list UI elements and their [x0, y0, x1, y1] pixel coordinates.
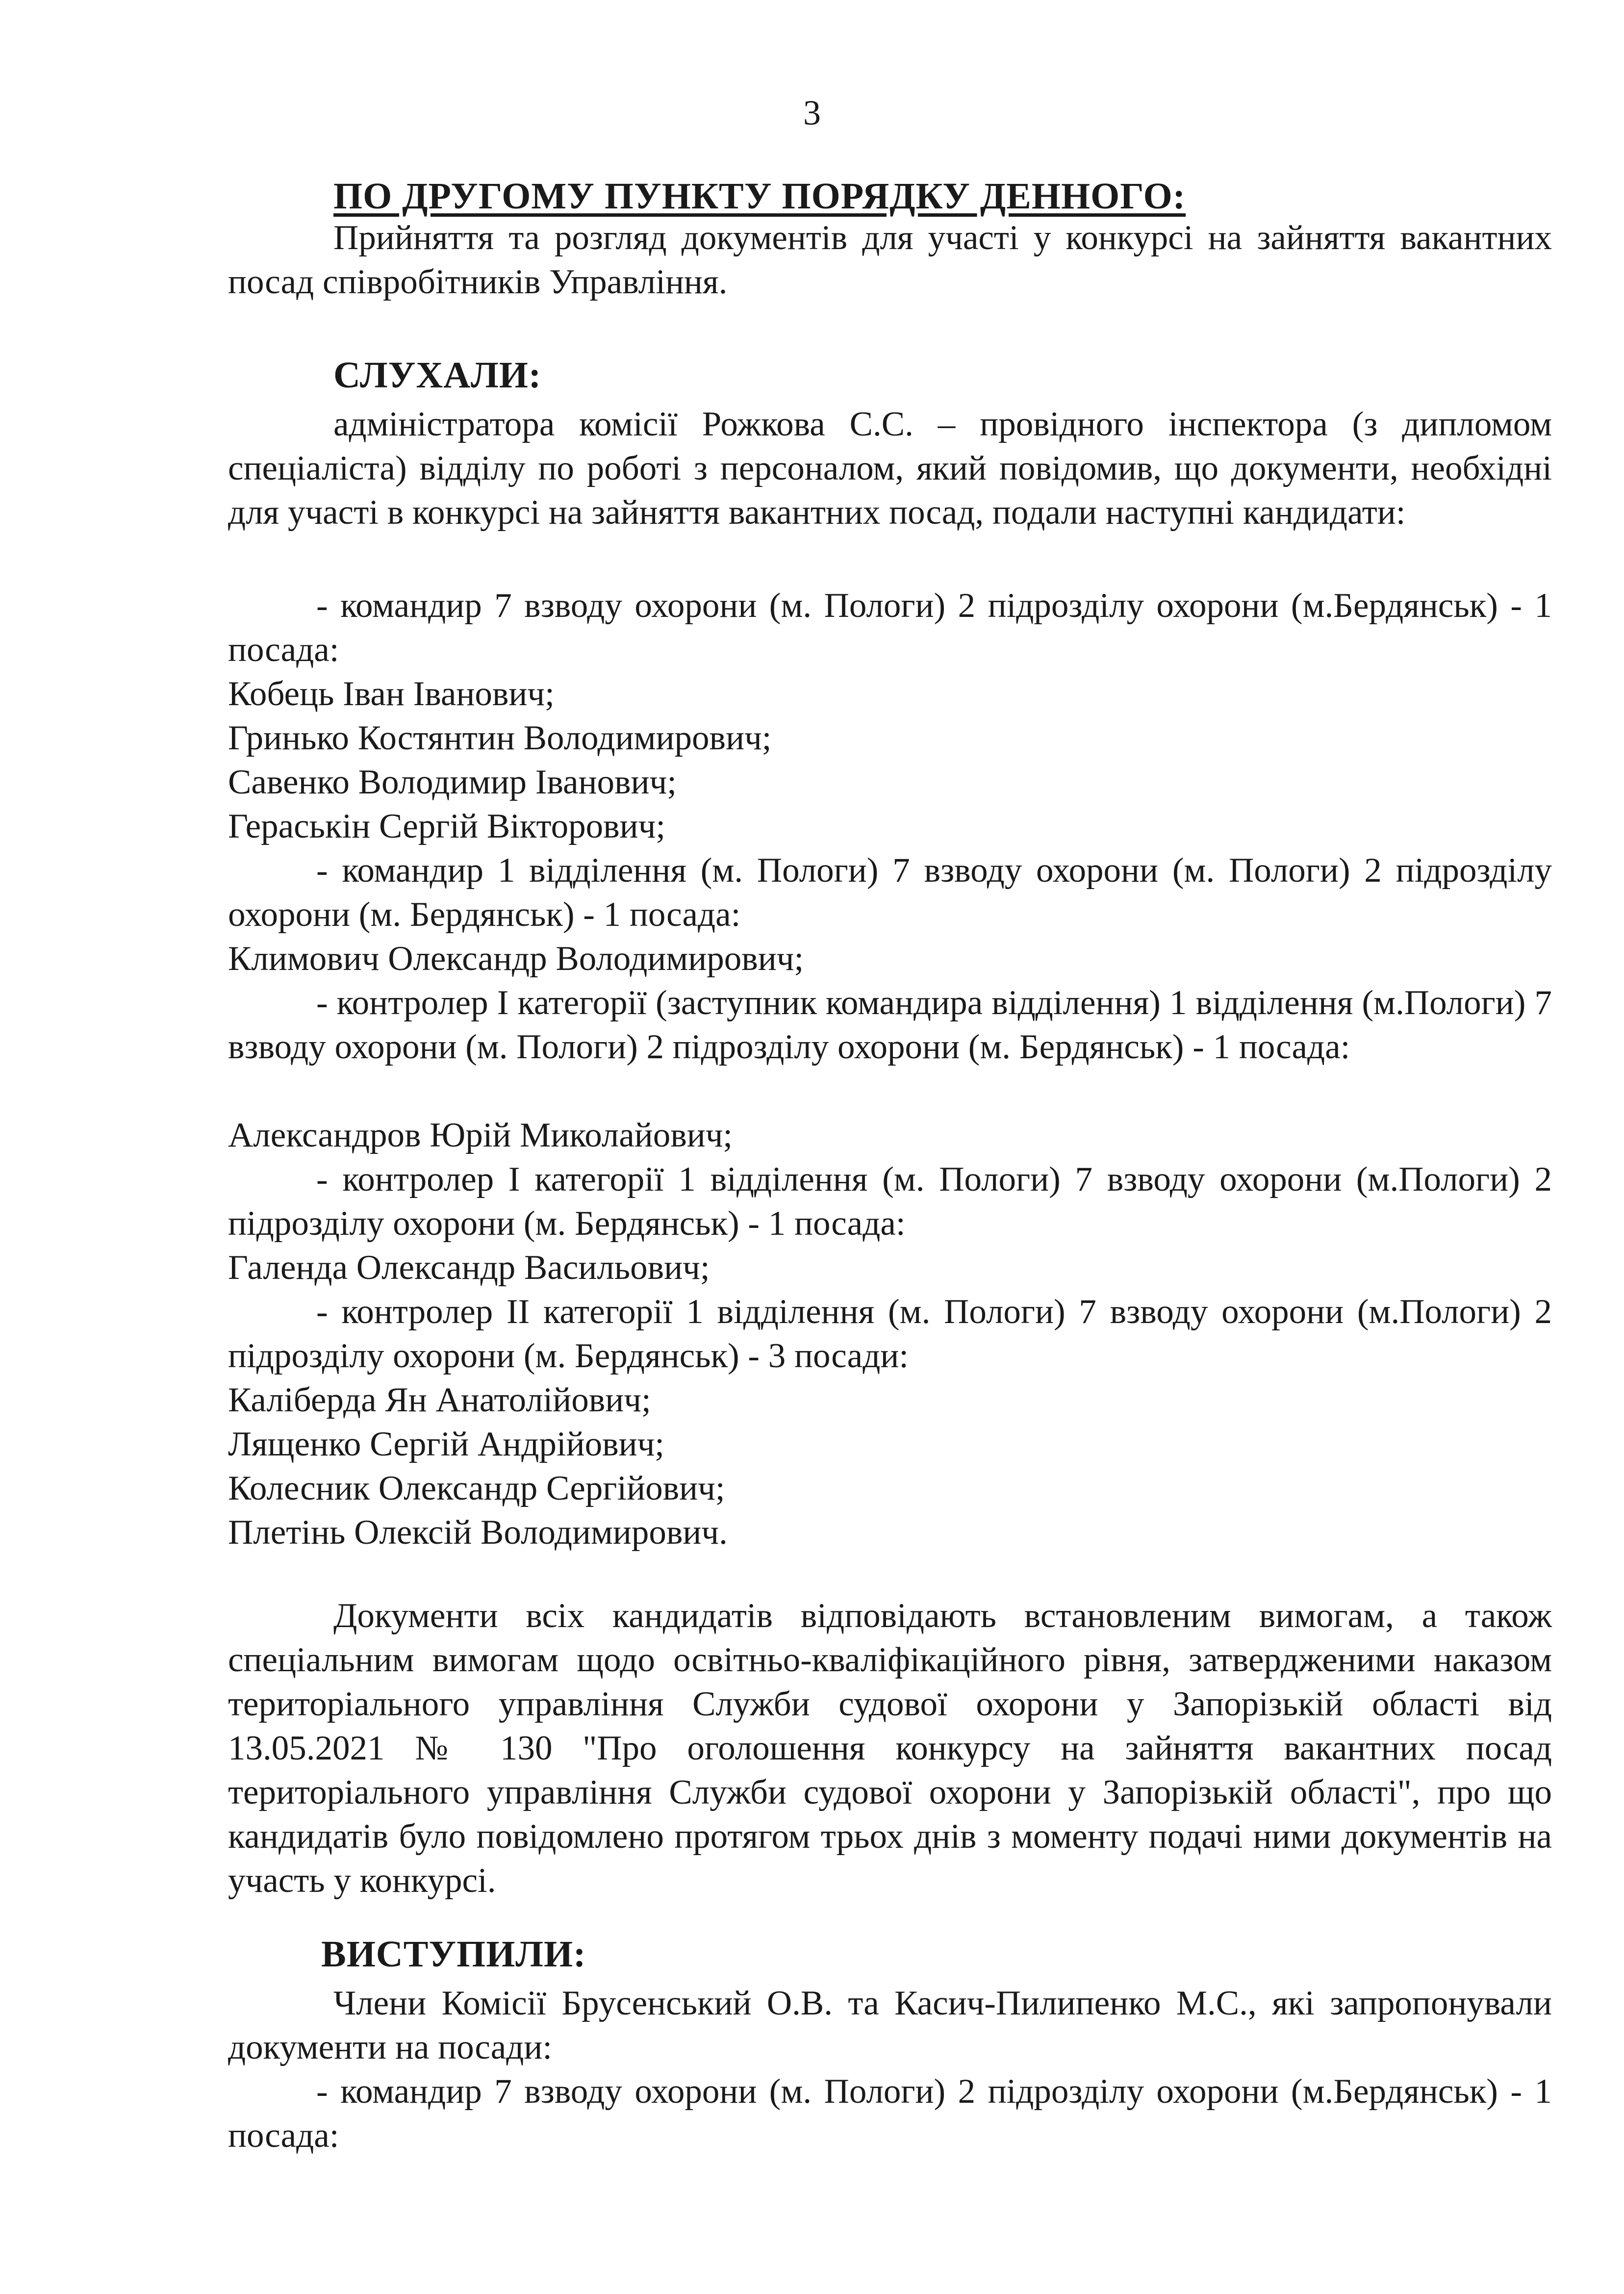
candidate-list	[228, 1113, 733, 1157]
position-title: - командир 1 відділення (м. Пологи) 7 взводу охорони (м. Пологи) 2 підрозділу охорони (м. Бердянськ) - 1 посада:	[228, 851, 1552, 934]
candidate-name: Плетінь Олексій Володимирович.	[228, 1513, 728, 1552]
agenda-heading: ПО ДРУГОМУ ПУНКТУ ПОРЯДКУ ДЕННОГО:	[333, 176, 1186, 217]
candidate-name: Гринько Костянтин Володимирович;	[228, 719, 772, 757]
candidate-name: Климович Олександр Володимирович;	[228, 940, 804, 978]
documents-text: Документи всіх кандидатів відповідають встановленим вимогам, а також спеціальним вимогам щодо освітньо-кваліфікаційного рівня, затвердженими наказом територіального управління Служби судової охорони у Запорізькій області від 13.05.2021 № 130 "Про оголошення конкурсу на зайняття вакантних посад територіального управління Служби судової охорони у Запорізькій області", про що кандидатів було повідомлено протягом трьох днів з моменту подачі ними документів на участь у конкурсі.	[228, 1597, 1552, 1900]
candidate-list	[228, 937, 804, 981]
candidate-name: Лященко Сергій Андрійович;	[228, 1425, 665, 1463]
position-title: - командир 7 взводу охорони (м. Пологи) 2 підрозділу охорони (м.Бердянськ) - 1 посада:	[228, 2072, 1552, 2155]
candidate-list	[228, 1378, 728, 1555]
candidate-name: Кобець Іван Іванович;	[228, 675, 555, 713]
candidate-name: Галенда Олександр Васильович;	[228, 1249, 710, 1287]
candidate-name: Каліберда Ян Анатолійович;	[228, 1381, 651, 1419]
candidate-name: Колесник Олександр Сергійович;	[228, 1469, 725, 1507]
candidate-list	[228, 1246, 710, 1290]
candidate-name: Савенко Володимир Іванович;	[228, 763, 677, 801]
spoke-text: Члени Комісії Брусенський О.В. та Касич-Пилипенко М.С., які запропонували документи на посади:	[228, 1984, 1552, 2066]
candidate-list	[228, 672, 772, 848]
position-title: - командир 7 взводу охорони (м. Пологи) 2 підрозділу охорони (м.Бердянськ) - 1 посада:	[228, 586, 1552, 669]
position-title: - контролер ІІ категорії 1 відділення (м. Пологи) 7 взводу охорони (м.Пологи) 2 підрозділу охорони (м. Бердянськ) - 3 посади:	[228, 1293, 1552, 1375]
agenda-text: Прийняття та розгляд документів для участі у конкурсі на зайняття вакантних посад співробітників Управління.	[228, 219, 1552, 301]
heard-heading: СЛУХАЛИ:	[333, 355, 542, 396]
position-title: - контролер І категорії (заступник командира відділення) 1 відділення (м.Пологи) 7 взводу охорони (м. Пологи) 2 підрозділу охорони (м. Бердянськ) - 1 посада:	[228, 984, 1552, 1066]
candidate-name: Александров Юрій Миколайович;	[228, 1116, 733, 1154]
position-title: - контролер І категорії 1 відділення (м. Пологи) 7 взводу охорони (м.Пологи) 2 підрозділу охорони (м. Бердянськ) - 1 посада:	[228, 1160, 1552, 1243]
spoke-heading: ВИСТУПИЛИ:	[321, 1934, 586, 1975]
heard-text: адміністратора комісії Рожкова С.С. – провідного інспектора (з дипломом спеціаліста) відділу по роботі з персоналом, який повідомив, що документи, необхідні для участі в конкурсі на зайняття вакантних посад, подали наступні кандидати:	[228, 405, 1552, 532]
candidate-name: Гераськін Сергій Вікторович;	[228, 807, 666, 845]
page-number: 3	[803, 93, 821, 132]
